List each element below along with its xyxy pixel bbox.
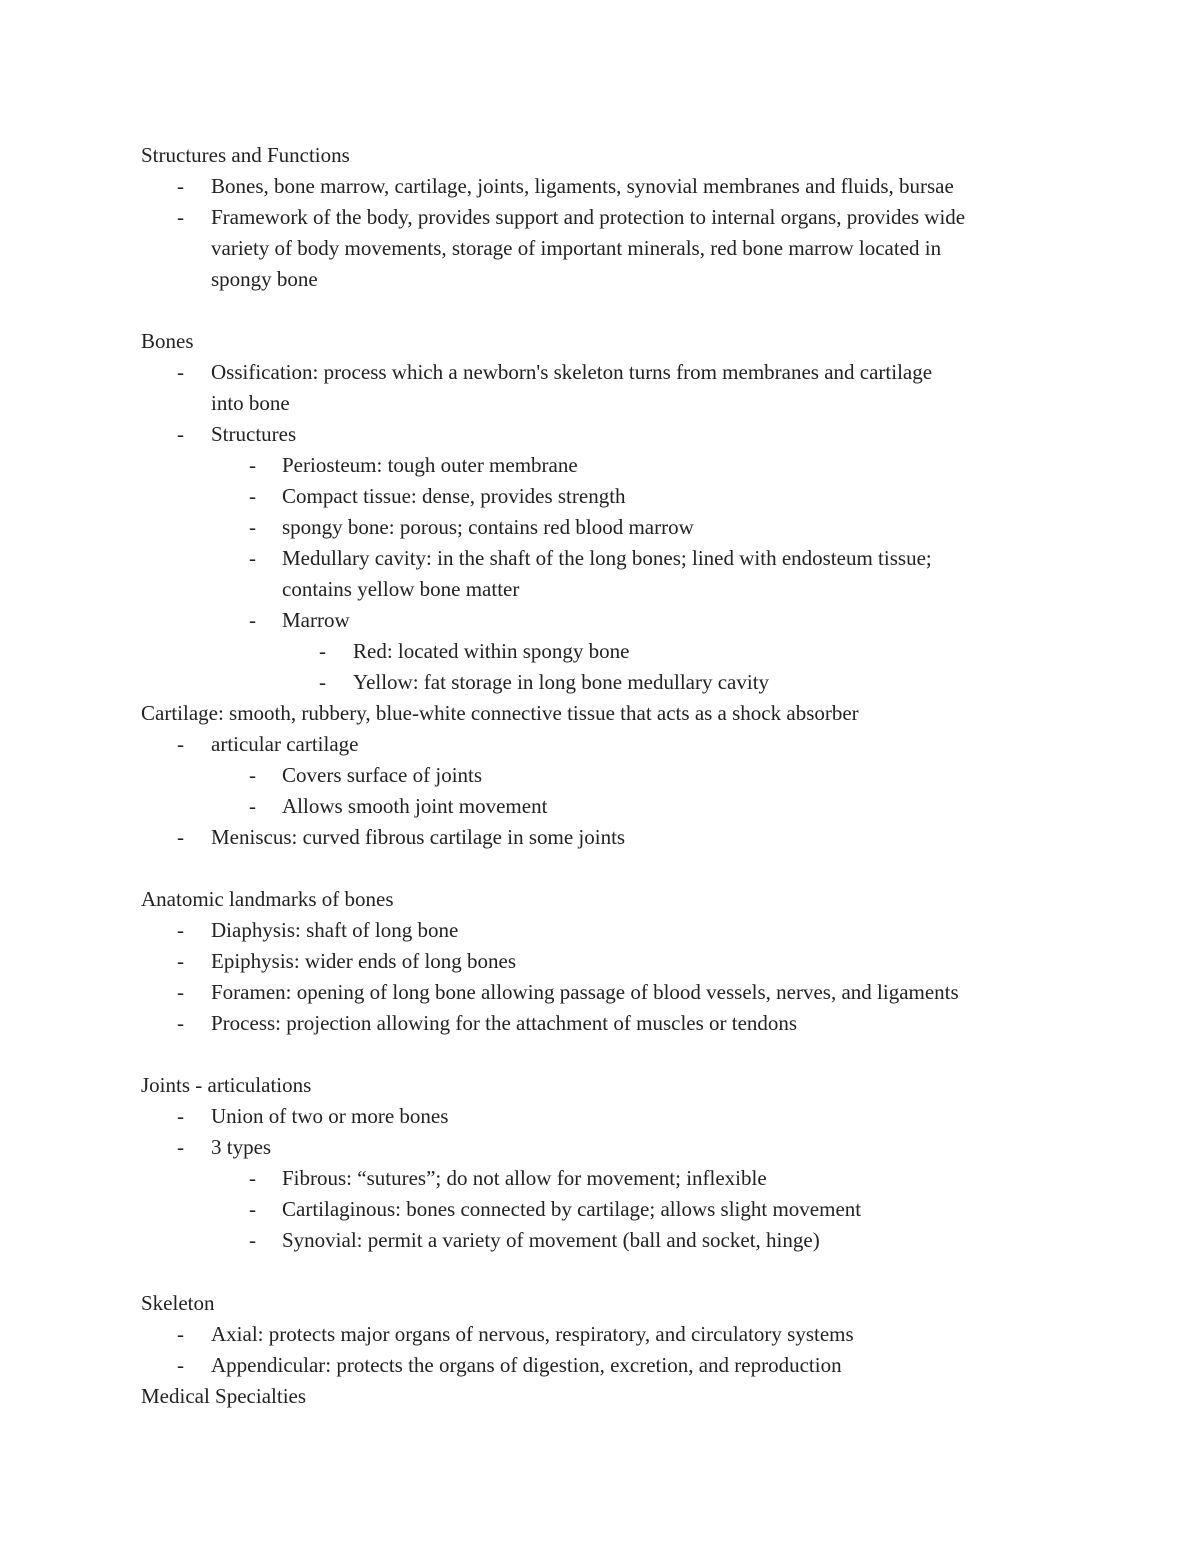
list-item-text: Foramen: opening of long bone allowing passage of blood vessels, nerves, and ligaments [211,980,959,1004]
list-item-text: contains yellow bone matter [282,577,520,601]
list-item-text: Marrow [282,608,350,632]
bullet-dash: - [319,639,326,663]
list-item-text: Axial: protects major organs of nervous, respiratory, and circulatory systems [211,1322,854,1346]
bullet-dash: - [177,980,184,1004]
list-item-text: Red: located within spongy bone [353,639,630,663]
bullet-dash: - [177,1353,184,1377]
bullet-dash: - [249,546,256,570]
list-item-text: Compact tissue: dense, provides strength [282,484,626,508]
bullet-dash: - [249,453,256,477]
list-item-text: Yellow: fat storage in long bone medullary cavity [353,670,770,694]
bullet-dash: - [177,174,184,198]
bullet-dash: - [177,825,184,849]
section-heading-landmarks: Anatomic landmarks of bones [141,887,394,911]
bullet-dash: - [177,732,184,756]
list-item-text: Cartilaginous: bones connected by cartilage; allows slight movement [282,1197,862,1221]
section-heading-structures: Structures and Functions [141,143,350,167]
list-item-text: Fibrous: “sutures”; do not allow for movement; inflexible [282,1166,767,1190]
bullet-dash: - [249,608,256,632]
bullet-dash: - [249,1228,256,1252]
bullet-dash: - [177,1104,184,1128]
list-item-text: spongy bone [211,267,318,291]
list-item-text: Ossification: process which a newborn's skeleton turns from membranes and cartilage [211,360,933,384]
list-item-text: Periosteum: tough outer membrane [282,453,578,477]
list-item-text: Framework of the body, provides support and protection to internal organs, provides wide [211,205,966,229]
bullet-dash: - [177,949,184,973]
bullet-dash: - [177,422,184,446]
bullet-dash: - [177,360,184,384]
list-item-text: 3 types [211,1135,272,1159]
bullet-dash: - [177,1011,184,1035]
bullet-dash: - [249,515,256,539]
list-item-text: Appendicular: protects the organs of digestion, excretion, and reproduction [211,1353,842,1377]
list-item-text: articular cartilage [211,732,359,756]
list-item-text: Synovial: permit a variety of movement (ball and socket, hinge) [282,1228,820,1252]
bullet-dash: - [177,918,184,942]
section-heading-cartilage: Cartilage: smooth, rubbery, blue-white connective tissue that acts as a shock absorber [141,701,859,725]
bullet-dash: - [177,1135,184,1159]
bullet-dash: - [319,670,326,694]
bullet-dash: - [249,1197,256,1221]
section-heading-bones: Bones [141,329,194,353]
bullet-dash: - [249,763,256,787]
list-item-text: Bones, bone marrow, cartilage, joints, ligaments, synovial membranes and fluids, bursae [211,174,954,198]
section-heading-skeleton: Skeleton [141,1291,215,1315]
list-item-text: Covers surface of joints [282,763,483,787]
bullet-dash: - [249,794,256,818]
list-item-text: Medullary cavity: in the shaft of the long bones; lined with endosteum tissue; [282,546,932,570]
section-heading-joints: Joints - articulations [141,1073,312,1097]
section-heading-specialties: Medical Specialties [141,1384,307,1408]
bullet-dash: - [177,1322,184,1346]
bullet-dash: - [249,1166,256,1190]
list-item-text: Structures [211,422,297,446]
list-item-text: Diaphysis: shaft of long bone [211,918,459,942]
list-item-text: variety of body movements, storage of important minerals, red bone marrow located in [211,236,942,260]
bullet-dash: - [177,205,184,229]
bullet-dash: - [249,484,256,508]
list-item-text: Process: projection allowing for the attachment of muscles or tendons [211,1011,798,1035]
list-item-text: spongy bone: porous; contains red blood marrow [282,515,694,539]
list-item-text: into bone [211,391,290,415]
list-item-text: Allows smooth joint movement [282,794,548,818]
list-item-text: Meniscus: curved fibrous cartilage in some joints [211,825,626,849]
list-item-text: Union of two or more bones [211,1104,449,1128]
list-item-text: Epiphysis: wider ends of long bones [211,949,517,973]
